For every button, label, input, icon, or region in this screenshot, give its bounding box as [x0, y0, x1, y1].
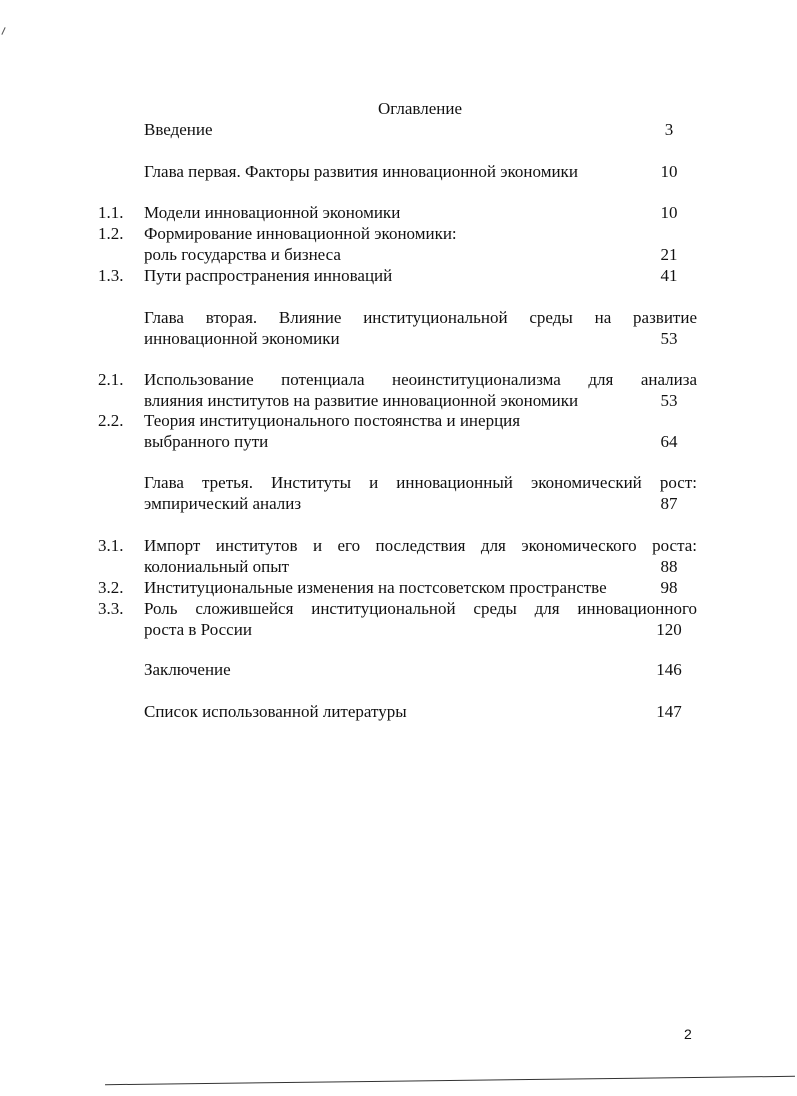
toc-entry-line — [0, 265, 797, 286]
toc-entry-number: 1.3. — [98, 266, 124, 285]
toc-entry-text: Использование потенциала неоинституционализма для анализа — [144, 370, 697, 389]
toc-entry-text: выбранного пути — [144, 432, 269, 451]
toc-entry-line — [0, 369, 797, 390]
toc-entry-page: 120 — [656, 620, 682, 639]
toc-entry-page: 41 — [660, 266, 678, 285]
toc-entry-page: 10 — [660, 162, 678, 181]
toc-entry-page: 87 — [660, 494, 678, 513]
toc-entry-page: 98 — [660, 578, 678, 597]
toc-entry-line — [0, 556, 797, 577]
toc-entry-line — [0, 619, 797, 640]
toc-entry-text: роста в России — [144, 620, 252, 639]
scan-edge-line — [105, 1076, 795, 1085]
toc-entry-text: колониальный опыт — [144, 557, 290, 576]
toc-entry-line — [0, 244, 797, 265]
toc-entry-text: Роль сложившейся институциональной среды для инновационного — [144, 599, 697, 618]
toc-entry-line — [0, 472, 797, 493]
toc-entry-number: 1.1. — [98, 203, 124, 222]
toc-entry-text: Формирование инновационной экономики: — [144, 224, 457, 243]
toc-entry-text: Введение — [144, 120, 213, 139]
toc-entry-line — [0, 659, 797, 680]
toc-entry-line — [0, 119, 797, 140]
toc-entry-text: эмпирический анализ — [144, 494, 302, 513]
toc-entry-number: 3.1. — [98, 536, 124, 555]
toc-entry-page: 146 — [656, 660, 682, 679]
toc-entry-line — [0, 161, 797, 182]
toc-entry-line — [0, 202, 797, 223]
toc-entry-number: 1.2. — [98, 224, 124, 243]
toc-entry-text: Глава третья. Институты и инновационный экономический рост: — [144, 473, 697, 492]
toc-entry-text: Институциональные изменения на постсоветском пространстве — [144, 578, 607, 597]
page-number: 2 — [684, 1026, 692, 1042]
toc-entry-page: 21 — [660, 245, 678, 264]
toc-entry-text: влияния институтов на развитие инновационной экономики — [144, 391, 579, 410]
toc-entry-text: Модели инновационной экономики — [144, 203, 401, 222]
toc-entry-page: 10 — [660, 203, 678, 222]
toc-entry-line — [0, 535, 797, 556]
pen-mark — [1, 27, 5, 35]
toc-entry-line — [0, 307, 797, 328]
toc-entry-page: 147 — [656, 702, 682, 721]
toc-entry-text: Список использованной литературы — [144, 702, 407, 721]
toc-entry-page: 53 — [660, 391, 678, 410]
toc-entry-line — [0, 328, 797, 349]
toc-entry-number: 2.1. — [98, 370, 124, 389]
toc-entry-page: 3 — [664, 120, 674, 139]
toc-entry-page: 53 — [660, 329, 678, 348]
toc-entry-line — [0, 701, 797, 722]
toc-entry-text: Глава вторая. Влияние институциональной среды на развитие — [144, 308, 697, 327]
toc-entry-text: Импорт институтов и его последствия для экономического роста: — [144, 536, 697, 555]
toc-entry-number: 2.2. — [98, 411, 124, 430]
toc-entry-page: 64 — [660, 432, 678, 451]
toc-entry-text: Глава первая. Факторы развития инновационной экономики — [144, 162, 578, 181]
toc-entry-number: 3.2. — [98, 578, 124, 597]
toc-entry-line — [0, 577, 797, 598]
toc-entry-line — [0, 493, 797, 514]
toc-entry-text: Заключение — [144, 660, 231, 679]
toc-entry-text: Теория институционального постоянства и инерция — [144, 411, 521, 430]
toc-entry-line — [0, 390, 797, 411]
toc-entry-text: роль государства и бизнеса — [144, 245, 341, 264]
toc-entry-text: инновационной экономики — [144, 329, 340, 348]
toc-entry-line — [0, 223, 797, 244]
toc-entry-text: Пути распространения инноваций — [144, 266, 393, 285]
toc-entry-line — [0, 410, 797, 431]
toc-entry-number: 3.3. — [98, 599, 124, 618]
toc-entry-page: 88 — [660, 557, 678, 576]
toc-entry-line — [0, 598, 797, 619]
toc-title: Оглавление — [378, 99, 462, 118]
toc-entry-line — [0, 431, 797, 452]
